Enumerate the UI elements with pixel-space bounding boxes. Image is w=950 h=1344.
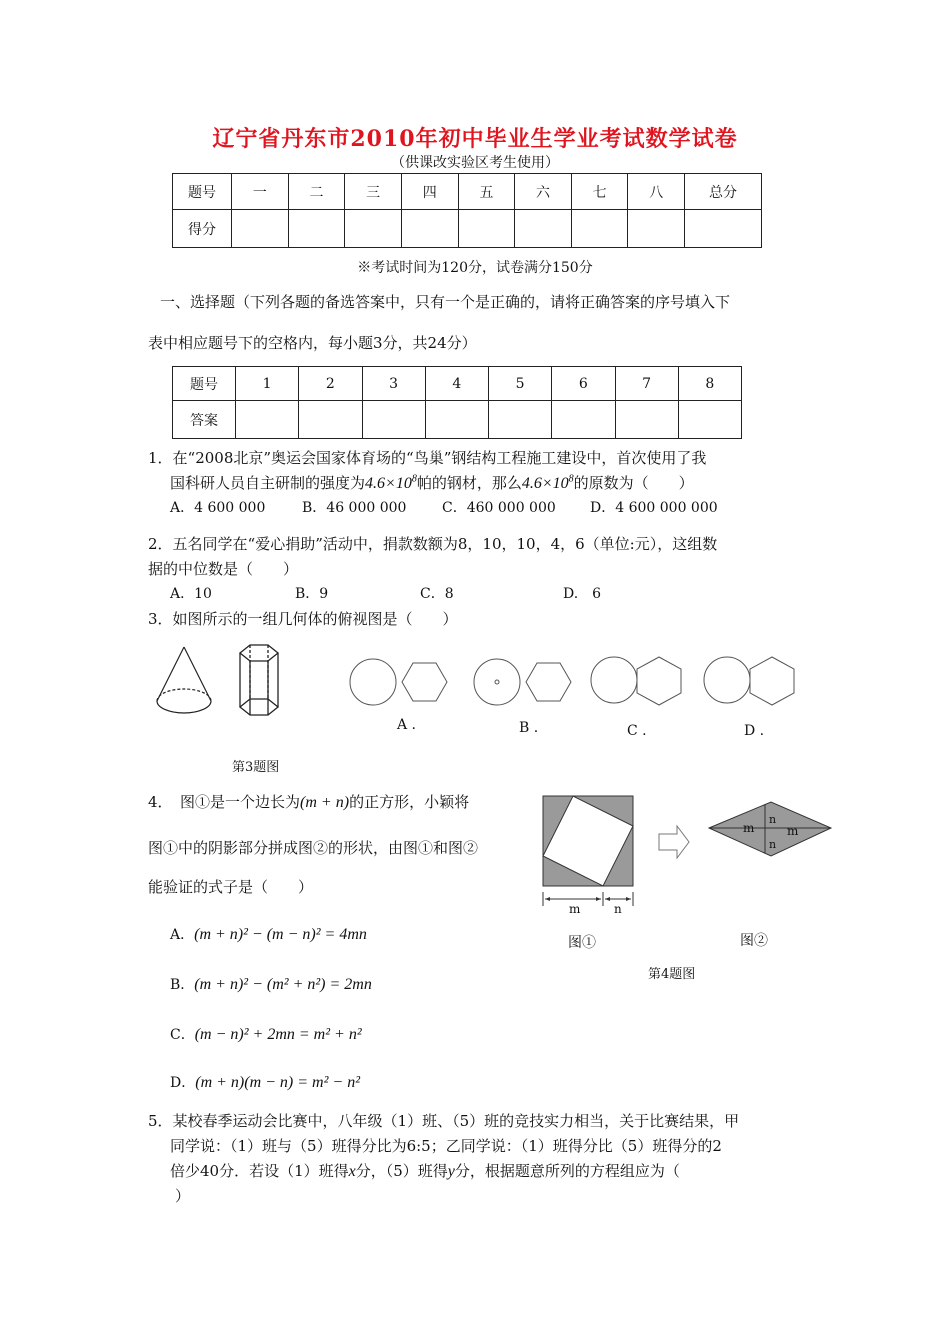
q1-option-b[interactable]: B．46 000 000 xyxy=(302,500,407,516)
option-b-view-icon xyxy=(474,659,571,705)
q1-option-c[interactable]: C．460 000 000 xyxy=(442,500,556,516)
score-input-cell[interactable] xyxy=(515,210,572,248)
score-input-cell[interactable] xyxy=(571,210,628,248)
q1-expr-base: 4.6×10 xyxy=(521,475,569,492)
section1-line1: 一、选择题（下列各题的备选答案中，只有一个是正确的，请将正确答案的序号填入下 xyxy=(160,293,731,311)
q5-line3 xyxy=(170,1160,680,1181)
score-header-cell: 八 xyxy=(628,174,685,210)
q2-line2: 据的中位数是（ ） xyxy=(148,560,299,578)
q1-line2a: 国科研人员自主研制的强度为 xyxy=(170,474,366,492)
q5-line4: ） xyxy=(175,1187,191,1205)
q2-option-d[interactable]: D. 6 xyxy=(563,586,602,602)
q2-option-b[interactable]: B．9 xyxy=(295,586,329,602)
q4-option-d-label: D． xyxy=(170,1075,196,1091)
answer-input-cell[interactable] xyxy=(236,401,299,439)
q1-expr-base: 4.6×10 xyxy=(365,475,412,492)
q4-option-d[interactable] xyxy=(170,1072,360,1092)
q4-label-n-bottom: n xyxy=(769,838,777,851)
q2-option-c[interactable]: C．8 xyxy=(420,586,454,602)
q1-line2c: 的原数为（ ） xyxy=(573,474,694,492)
q5-line3b: 分，（5）班得 xyxy=(355,1162,448,1180)
answer-input-cell[interactable] xyxy=(362,401,425,439)
answer-table xyxy=(172,366,742,439)
q1-expr-exp: 8 xyxy=(411,473,417,485)
answer-input-cell[interactable] xyxy=(615,401,678,439)
q2-option-a[interactable]: A．10 xyxy=(170,586,212,602)
q5-line3a: 倍少40分．若设（1）班得 xyxy=(170,1162,349,1180)
score-input-cell[interactable] xyxy=(345,210,402,248)
q4-line1b: 的正方形，小颖将 xyxy=(349,793,470,811)
answer-header-cell: 7 xyxy=(615,367,678,401)
q3-label-a[interactable]: A . xyxy=(397,717,417,733)
score-header-cell: 四 xyxy=(401,174,458,210)
answer-header-cell: 题号 xyxy=(173,367,236,401)
answer-input-cell[interactable] xyxy=(425,401,488,439)
answer-header-cell: 3 xyxy=(362,367,425,401)
answer-header-cell: 8 xyxy=(678,367,741,401)
q1-expr-exp: 8 xyxy=(568,473,574,485)
answer-header-cell: 2 xyxy=(299,367,362,401)
score-input-cell[interactable] xyxy=(288,210,345,248)
q4-option-c-label: C． xyxy=(170,1027,195,1043)
q3-line1: 3．如图所示的一组几何体的俯视图是（ ） xyxy=(148,610,458,628)
q4-label-m-right: m xyxy=(787,824,799,838)
cone-icon xyxy=(157,647,211,713)
hexagonal-prism-icon xyxy=(240,645,278,715)
q5-line1: 5．某校春季运动会比赛中，八年级（1）班、（5）班的竞技实力相当，关于比赛结果，甲 xyxy=(148,1112,740,1130)
score-header-cell: 六 xyxy=(515,174,572,210)
score-input-cell[interactable] xyxy=(685,210,762,248)
q3-label-d[interactable]: D . xyxy=(744,723,765,739)
q3-label-c[interactable]: C . xyxy=(627,723,647,739)
q1-expr xyxy=(365,475,417,492)
answer-header-cell: 4 xyxy=(425,367,488,401)
score-header-cell: 二 xyxy=(288,174,345,210)
score-input-cell[interactable] xyxy=(401,210,458,248)
score-header-cell: 三 xyxy=(345,174,402,210)
q1-option-d[interactable]: D．4 600 000 000 xyxy=(590,500,718,516)
q4-line1 xyxy=(148,791,469,812)
answer-header-cell: 1 xyxy=(236,367,299,401)
answer-input-cell[interactable] xyxy=(678,401,741,439)
q1-line1: 1．在“2008北京”奥运会国家体育场的“鸟巢”钢结构工程施工建设中，首次使用了我 xyxy=(148,449,707,467)
q4-label-m-left: m xyxy=(743,821,755,835)
q1-option-a[interactable]: A．4 600 000 xyxy=(170,500,266,516)
q4-option-a-formula: (m + n)² − (m − n)² = 4mn xyxy=(194,926,367,943)
q3-label-b[interactable]: B . xyxy=(519,720,539,736)
score-header-cell: 一 xyxy=(232,174,289,210)
option-c-view-icon xyxy=(591,657,681,705)
q4-option-c[interactable] xyxy=(170,1024,362,1044)
score-input-cell[interactable] xyxy=(458,210,515,248)
q4-option-b-formula: (m + n)² − (m² + n²) = 2mn xyxy=(194,976,372,993)
q4-option-b[interactable] xyxy=(170,974,372,994)
option-d-view-icon xyxy=(704,657,794,705)
q4-line2: 图①中的阴影部分拼成图②的形状，由图①和图② xyxy=(148,839,479,857)
q4-expr: (m + n) xyxy=(300,794,350,811)
q3-figure xyxy=(140,635,820,745)
page-title: 辽宁省丹东市2010年初中毕业生学业考试数学试卷 xyxy=(212,126,738,152)
q4-label-n-dim: n xyxy=(614,902,622,916)
q3-caption: 第3题图 xyxy=(232,760,280,775)
right-arrow-icon xyxy=(659,826,689,858)
q4-figure xyxy=(535,790,835,920)
answer-header-cell: 5 xyxy=(489,367,552,401)
answer-input-cell[interactable] xyxy=(489,401,552,439)
answer-input-cell[interactable] xyxy=(299,401,362,439)
answer-input-cell[interactable] xyxy=(552,401,615,439)
q1-line2b: 帕的钢材，那么 xyxy=(416,474,522,492)
q4-caption: 第4题图 xyxy=(648,967,696,982)
q5-line2: 同学说：（1）班与（5）班得分比为6:5；乙同学说：（1）班得分比（5）班得分的2 xyxy=(170,1137,722,1155)
exam-note: ※考试时间为120分，试卷满分150分 xyxy=(357,260,593,276)
q4-line1a: 4． 图①是一个边长为 xyxy=(148,793,301,811)
option-a-view-icon xyxy=(350,659,447,705)
answer-header-cell: 6 xyxy=(552,367,615,401)
score-input-cell[interactable] xyxy=(232,210,289,248)
q4-line3: 能验证的式子是（ ） xyxy=(148,878,314,896)
q2-line1: 2．五名同学在“爱心捐助”活动中，捐款数额为8，10，10，4，6（单位:元），这组数 xyxy=(148,535,718,553)
score-row-label: 得分 xyxy=(173,210,232,248)
q1-expr-repeat xyxy=(522,475,574,492)
q4-option-b-label: B． xyxy=(170,977,195,993)
q4-option-a-label: A． xyxy=(170,927,195,943)
section1-line2: 表中相应题号下的空格内，每小题3分，共24分） xyxy=(148,334,477,352)
q4-fig1-label: 图① xyxy=(568,935,596,951)
q4-option-d-formula: (m + n)(m − n) = m² − n² xyxy=(195,1074,360,1091)
q5-line3c: 分，根据题意所列的方程组应为（ xyxy=(454,1162,680,1180)
score-header-cell: 七 xyxy=(571,174,628,210)
square-figure-icon xyxy=(543,796,633,906)
answer-row-label: 答案 xyxy=(173,401,236,439)
score-header-cell: 总分 xyxy=(685,174,762,210)
q4-label-m-dim: m xyxy=(569,902,581,916)
page-subtitle: （供课改实验区考生使用） xyxy=(391,155,559,171)
score-header-cell: 五 xyxy=(458,174,515,210)
q4-label-n-top: n xyxy=(769,813,777,826)
q4-option-a[interactable] xyxy=(170,924,367,944)
q5-var-x: x xyxy=(348,1163,356,1180)
score-table xyxy=(172,173,762,248)
score-input-cell[interactable] xyxy=(628,210,685,248)
q4-option-c-formula: (m − n)² + 2mn = m² + n² xyxy=(194,1026,362,1043)
score-header-cell: 题号 xyxy=(173,174,232,210)
q5-var-y: y xyxy=(447,1163,455,1180)
q4-fig2-label: 图② xyxy=(740,933,768,949)
q1-line2 xyxy=(170,472,694,493)
